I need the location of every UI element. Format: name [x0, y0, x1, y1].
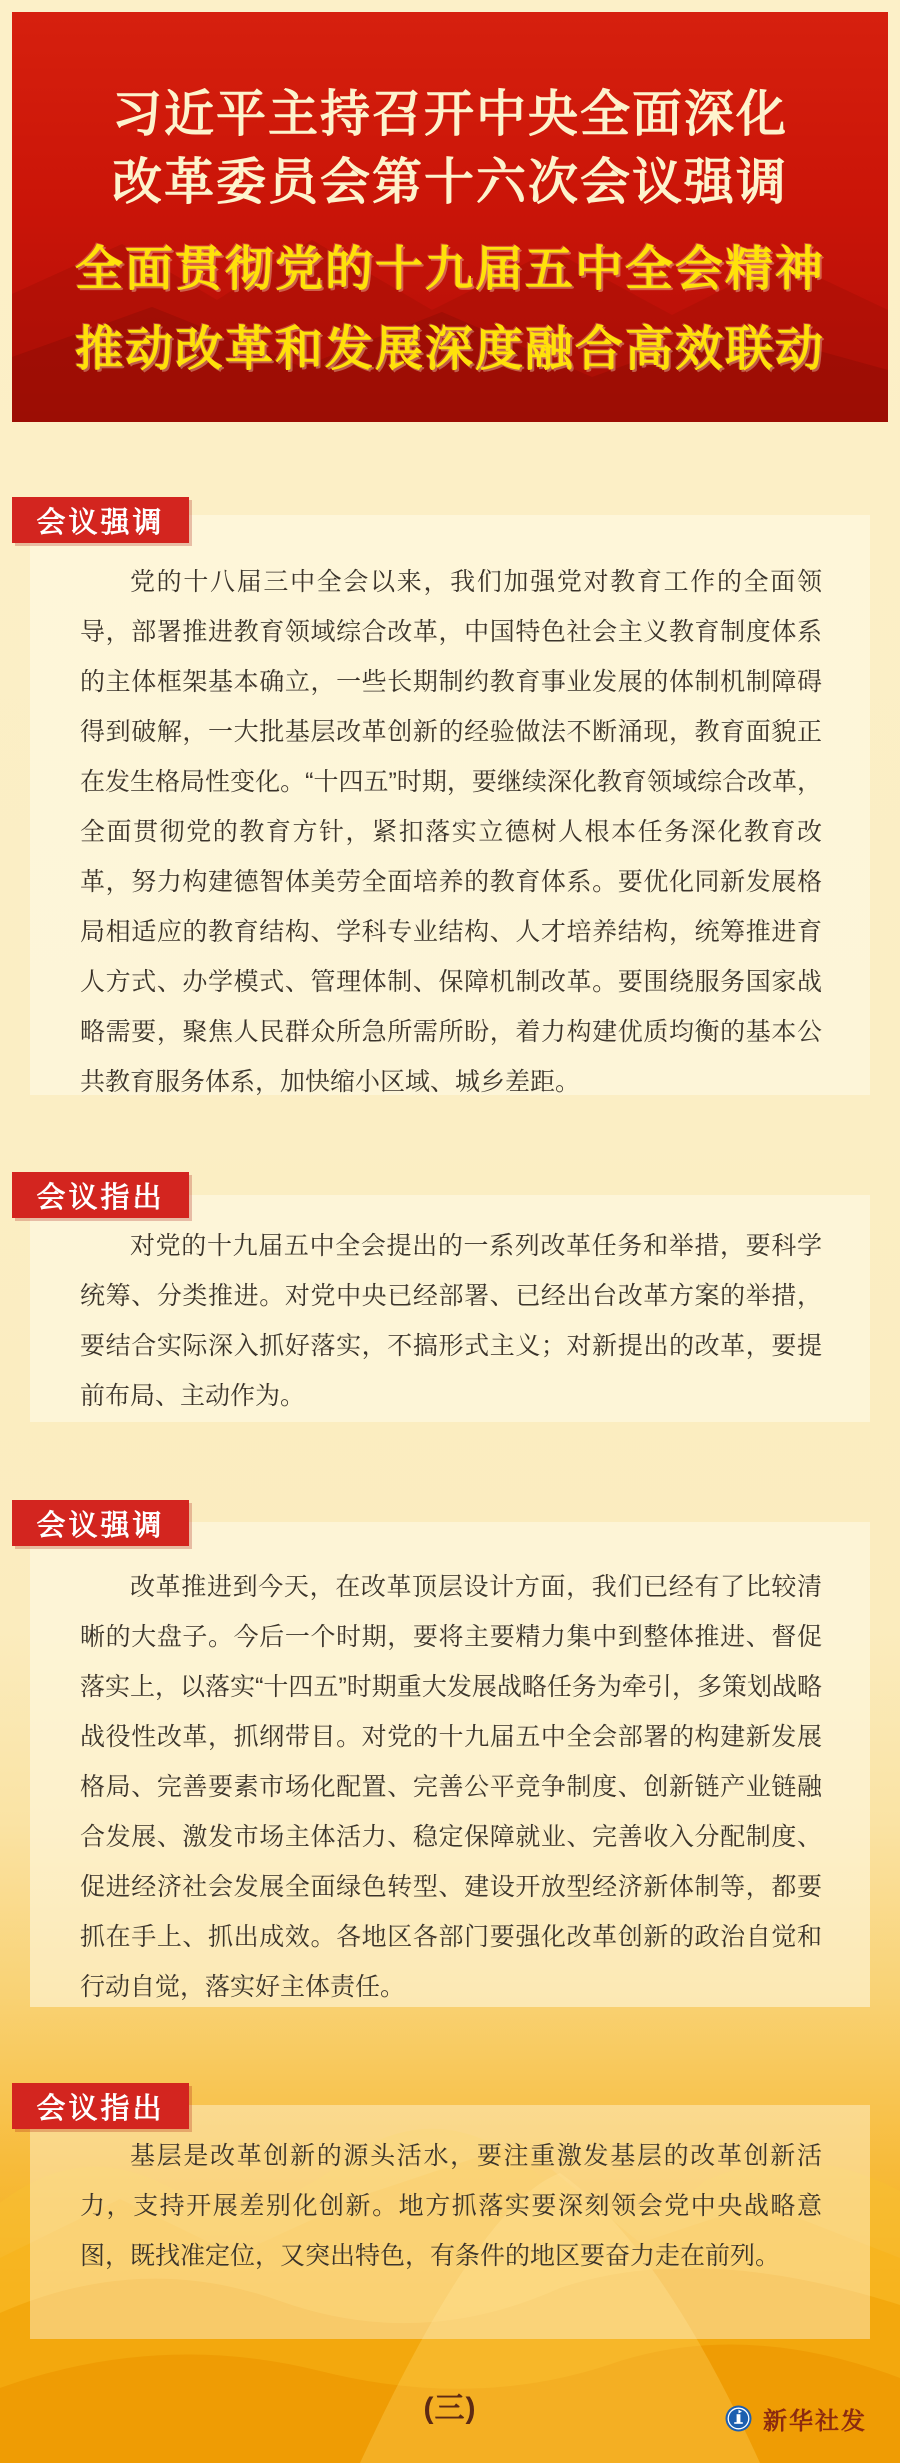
section-box-1: [30, 515, 870, 1095]
section-paragraph-2: 对党的十九届五中全会提出的一系列改革任务和举措，要科学统筹、分类推进。对党中央已经部署、已经出台改革方案的举措，要结合实际深入抓好落实，不搞形式主义；对新提出的改革，要提前布局、主动作为。: [80, 1232, 822, 1410]
credit-text: 新华社发: [763, 2408, 867, 2435]
credit: [725, 2401, 867, 2436]
section-badge-emphasized-1: 会议强调: [12, 497, 189, 543]
banner-title-line-1: 习近平主持召开中央全面深化: [112, 86, 788, 142]
section-paragraph-1: 党的十八届三中全会以来，我们加强党对教育工作的全面领导，部署推进教育领域综合改革，中国特色社会主义教育制度体系的主体框架基本确立，一些长期制约教育事业发展的体制机制障碍得到破解，一大批基层改革创新的经验做法不断涌现，教育面貌正在发生格局性变化。“十四五”时期，要继续深化教育领域综合改革，全面贯彻党的教育方针，紧扣落实立德树人根本任务深化教育改革，努力构建德智体美劳全面培养的教育体系。要优化同新发展格局相适应的教育结构、学科专业结构、人才培养结构，统筹推进育人方式、办学模式、管理体制、保障机制改革。要围绕服务国家战略需要，聚焦人民群众所急所需所盼，着力构建优质均衡的基本公共教育服务体系，加快缩小区域、城乡差距。: [80, 568, 822, 1095]
header-banner: [12, 12, 888, 422]
banner-subtitle-line-2: 推动改革和发展深度融合高效联动: [74, 323, 825, 376]
section-box-2: [30, 1195, 870, 1422]
section-badge-pointed-out-2: 会议指出: [12, 2083, 189, 2129]
section-box-3: [30, 1522, 870, 2007]
banner-subtitle-line-1: 全面贯彻党的十九届五中全会精神: [74, 243, 825, 296]
section-paragraph-3: 改革推进到今天，在改革顶层设计方面，我们已经有了比较清晰的大盘子。今后一个时期，要将主要精力集中到整体推进、督促落实上，以落实“十四五”时期重大发展战略任务为牵引，多策划战略战役性改革，抓纲带目。对党的十九届五中全会部署的构建新发展格局、完善要素市场化配置、完善公平竞争制度、创新链产业链融合发展、激发市场主体活力、稳定保障就业、完善收入分配制度、促进经济社会发展全面绿色转型、建设开放型经济新体制等，都要抓在手上、抓出成效。各地区各部门要强化改革创新的政治自觉和行动自觉，落实好主体责任。: [80, 1573, 822, 2001]
page-number: (三): [423, 2392, 477, 2425]
xinhua-logo-icon: [725, 2405, 752, 2432]
section-paragraph-4: 基层是改革创新的源头活水，要注重激发基层的改革创新活力，支持开展差别化创新。地方抓落实要深刻领会党中央战略意图，既找准定位，又突出特色，有条件的地区要奋力走在前列。: [80, 2142, 822, 2270]
section-badge-pointed-out-1: 会议指出: [12, 1172, 189, 1218]
banner-title-line-2: 改革委员会第十六次会议强调: [112, 154, 788, 210]
section-badge-emphasized-2: 会议强调: [12, 1500, 189, 1546]
section-box-4: [30, 2105, 870, 2339]
